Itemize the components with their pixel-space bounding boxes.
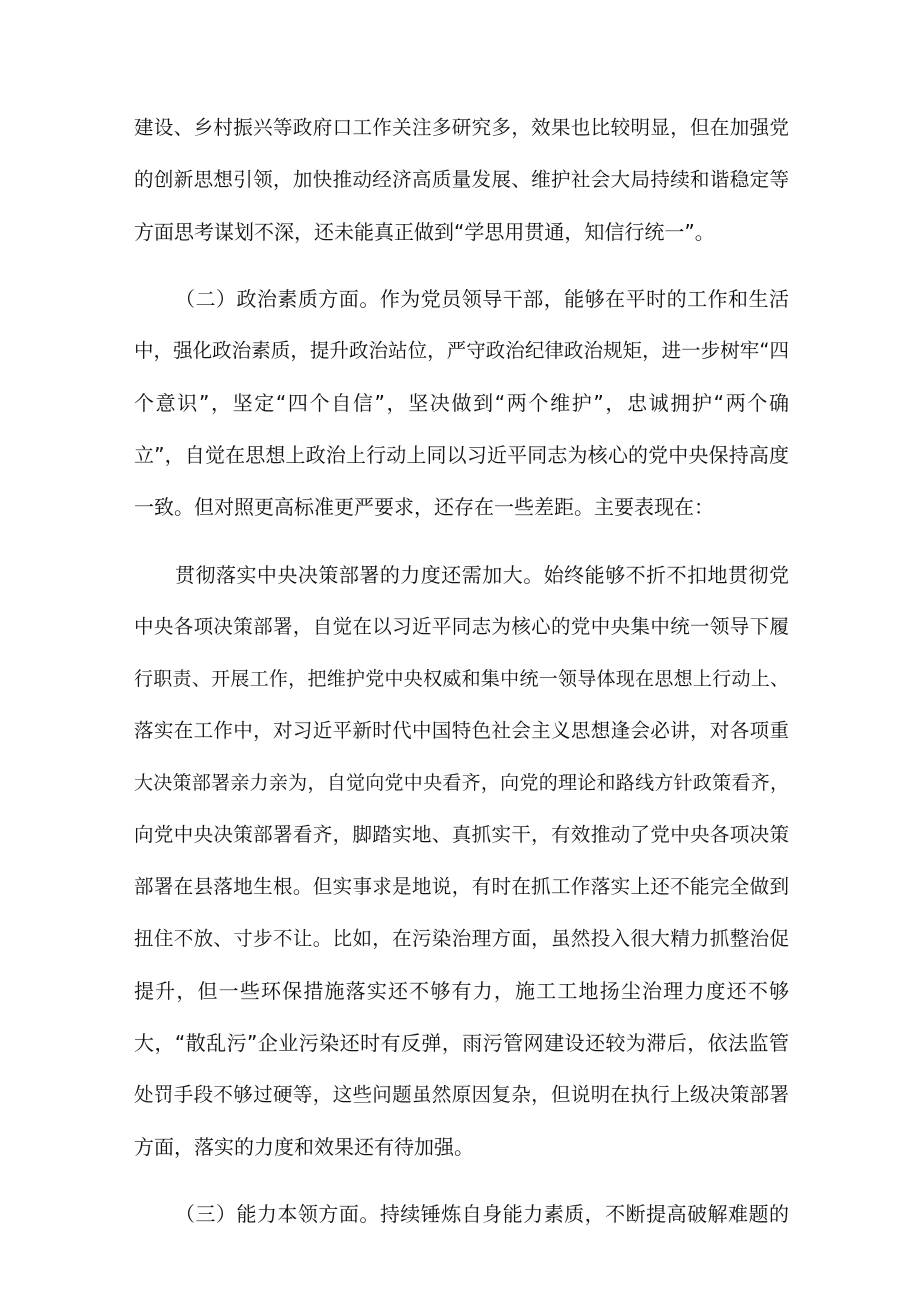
text-line: 贯彻落实中央决策部署的力度还需加大。始终能够不折不扣地贯彻党 <box>175 563 789 587</box>
text-line: 立”，自觉在思想上政治上行动上同以习近平同志为核心的党中央保持高度 <box>134 443 789 467</box>
text-line: 一致。但对照更高标准更严要求，还存在一些差距。主要表现在： <box>134 495 714 519</box>
text-line: 提升，但一些环保措施落实还不够有力，施工工地扬尘治理力度还不够 <box>134 979 789 1003</box>
text-line: 的创新思想引领，加快推动经济高质量发展、维护社会大局持续和谐稳定等 <box>134 168 789 191</box>
text-line: 建设、乡村振兴等政府口工作关注多研究多，效果也比较明显，但在加强党 <box>134 116 789 139</box>
text-line: 中央各项决策部署，自觉在以习近平同志为核心的党中央集中统一领导下履 <box>134 615 789 638</box>
text-line: 扭住不放、寸步不让。比如，在污染治理方面，虽然投入很大精力抓整治促 <box>134 927 789 950</box>
text-line: 部署在县落地生根。但实事求是地说，有时在抓工作落实上还不能完全做到 <box>134 875 789 898</box>
text-line: 行职责、开展工作，把维护党中央权威和集中统一领导体现在思想上行动上、 <box>134 668 789 690</box>
text-line: 大，“散乱污”企业污染还时有反弹，雨污管网建设还较为滞后，依法监管 <box>134 1031 789 1055</box>
text-line: 个意识”，坚定“四个自信”，坚决做到“两个维护”，忠诚拥护“两个确 <box>134 391 789 415</box>
text-line: 向党中央决策部署看齐，脚踏实地、真抓实干，有效推动了党中央各项决策 <box>134 823 789 846</box>
text-line: （三）能力本领方面。持续锤炼自身能力素质，不断提高破解难题的 <box>175 1202 789 1226</box>
text-line: 方面思考谋划不深，还未能真正做到“学思用贯通，知信行统一”。 <box>134 220 715 244</box>
text-line: 中，强化政治素质，提升政治站位，严守政治纪律政治规矩，进一步树牢“四 <box>134 339 789 362</box>
text-line: 落实在工作中，对习近平新时代中国特色社会主义思想逢会必讲，对各项重 <box>134 719 789 742</box>
text-line: （二）政治素质方面。作为党员领导干部，能够在平时的工作和生活 <box>175 287 789 311</box>
text-line: 大决策部署亲力亲为，自觉向党中央看齐，向党的理论和路线方针政策看齐， <box>134 772 789 794</box>
text-line: 处罚手段不够过硬等，这些问题虽然原因复杂，但说明在执行上级决策部署 <box>134 1083 789 1106</box>
text-line: 方面，落实的力度和效果还有待加强。 <box>134 1135 474 1159</box>
